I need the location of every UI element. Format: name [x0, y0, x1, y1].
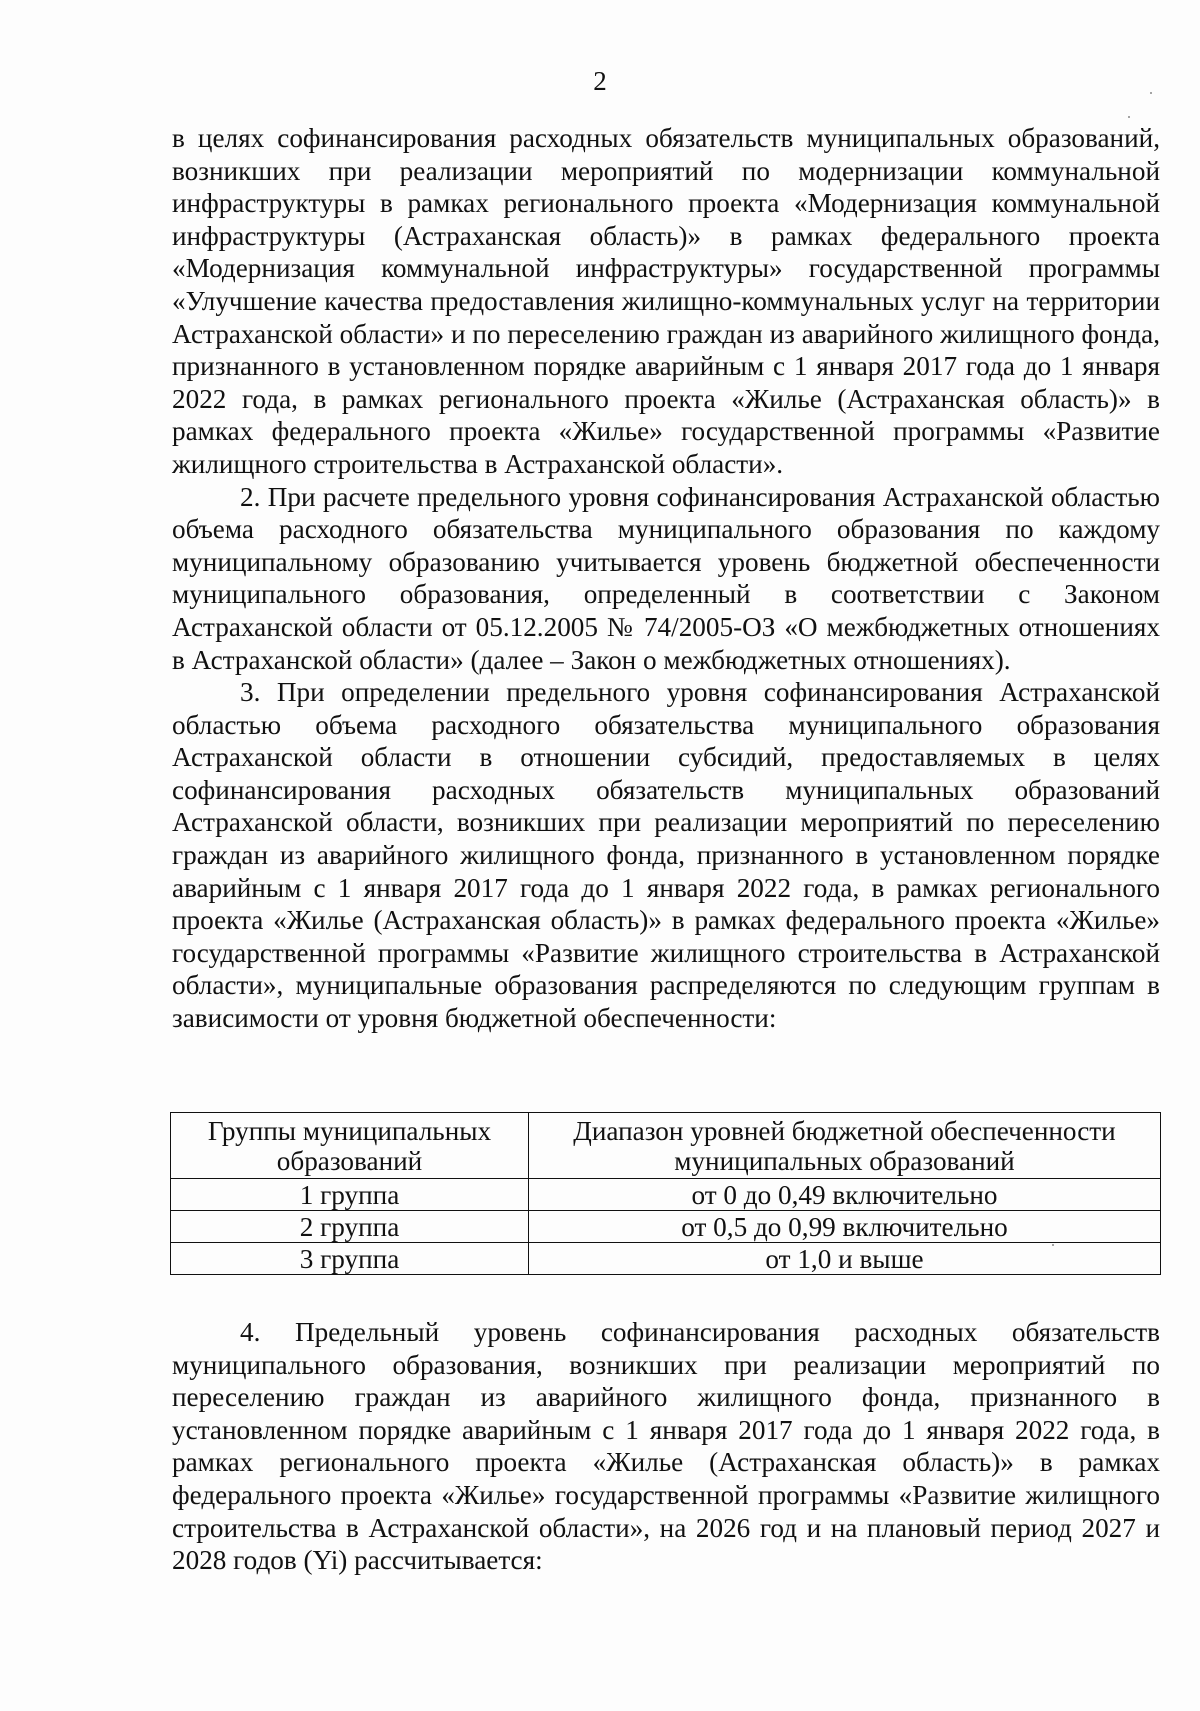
budget-groups-table [170, 1112, 1161, 1275]
table-row [171, 1243, 1161, 1275]
table-cell-range: от 1,0 и выше [529, 1243, 1161, 1275]
body-text-bottom [172, 1316, 1160, 1577]
paragraph-2: 2. При расчете предельного уровня софинансирования Астраханской областью объема расходного обязательства муниципального образования по каждому муниципальному образованию учитывается уровень бюджетной обеспеченности муниципального образования, определенный в соответствии с Законом Астраханской области от 05.12.2005 № 74/2005-ОЗ «О межбюджетных отношениях в Астраханской области» (далее – Закон о межбюджетных отношениях). [172, 481, 1160, 675]
table-cell-group: 1 группа [171, 1179, 529, 1211]
table-row [171, 1211, 1161, 1243]
paragraph-4: 4. Предельный уровень софинансирования расходных обязательств муниципального образования, возникших при реализации мероприятий по переселению граждан из аварийного жилищного фонда, признанного в установленном порядке аварийным с 1 января 2017 года до 1 января 2022 года, в рамках регионального проекта «Жилье (Астраханская область)» в рамках федерального проекта «Жилье» государственной программы «Развитие жилищного строительства в Астраханской области», на 2026 год и на плановый период 2027 и 2028 годов (Yi) рассчитывается: [172, 1317, 1160, 1576]
paragraph-continuation: в целях софинансирования расходных обязательств муниципальных образований, возникших при реализации мероприятий по модернизации коммунальной инфраструктуры в рамках регионального проекта «Модернизация коммунальной инфраструктуры (Астраханская область)» в рамках федерального проекта «Модернизация коммунальной инфраструктуры» государственной программы «Улучшение качества предоставления жилищно-коммунальных услуг на территории Астраханской области» и по переселению граждан из аварийного жилищного фонда, признанного в установленном порядке аварийным с 1 января 2017 года до 1 января 2022 года, в рамках регионального проекта «Жилье (Астраханская область)» в рамках федерального проекта «Жилье» государственной программы «Развитие жилищного строительства в Астраханской области». [172, 123, 1160, 479]
table-cell-group: 2 группа [171, 1211, 529, 1243]
table-cell-group: 3 группа [171, 1243, 529, 1275]
scan-speck [1128, 116, 1130, 118]
paragraph-3: 3. При определении предельного уровня софинансирования Астраханской областью объема расходного обязательства муниципального образования Астраханской области в отношении субсидий, предоставляемых в целях софинансирования расходных обязательств муниципальных образований Астраханской области, возникших при реализации мероприятий по переселению граждан из аварийного жилищного фонда, признанного в установленном порядке аварийным с 1 января 2017 года до 1 января 2022 года, в рамках регионального проекта «Жилье (Астраханская область)» в рамках федерального проекта «Жилье» государственной программы «Развитие жилищного строительства в Астраханской области», муниципальные образования распределяются по следующим группам в зависимости от уровня бюджетной обеспеченности: [172, 677, 1160, 1034]
scan-speck [1052, 1244, 1054, 1246]
page-number: 2 [593, 66, 607, 96]
scan-speck [1150, 92, 1152, 94]
table-row [171, 1179, 1161, 1211]
body-text-top [172, 122, 1160, 1035]
table-header-range: Диапазон уровней бюджетной обеспеченности муниципальных образований [529, 1113, 1161, 1179]
table-header-row [171, 1113, 1161, 1179]
table-header-group: Группы муниципальных образований [171, 1113, 529, 1179]
table-cell-range: от 0,5 до 0,99 включительно [529, 1211, 1161, 1243]
table-cell-range: от 0 до 0,49 включительно [529, 1179, 1161, 1211]
